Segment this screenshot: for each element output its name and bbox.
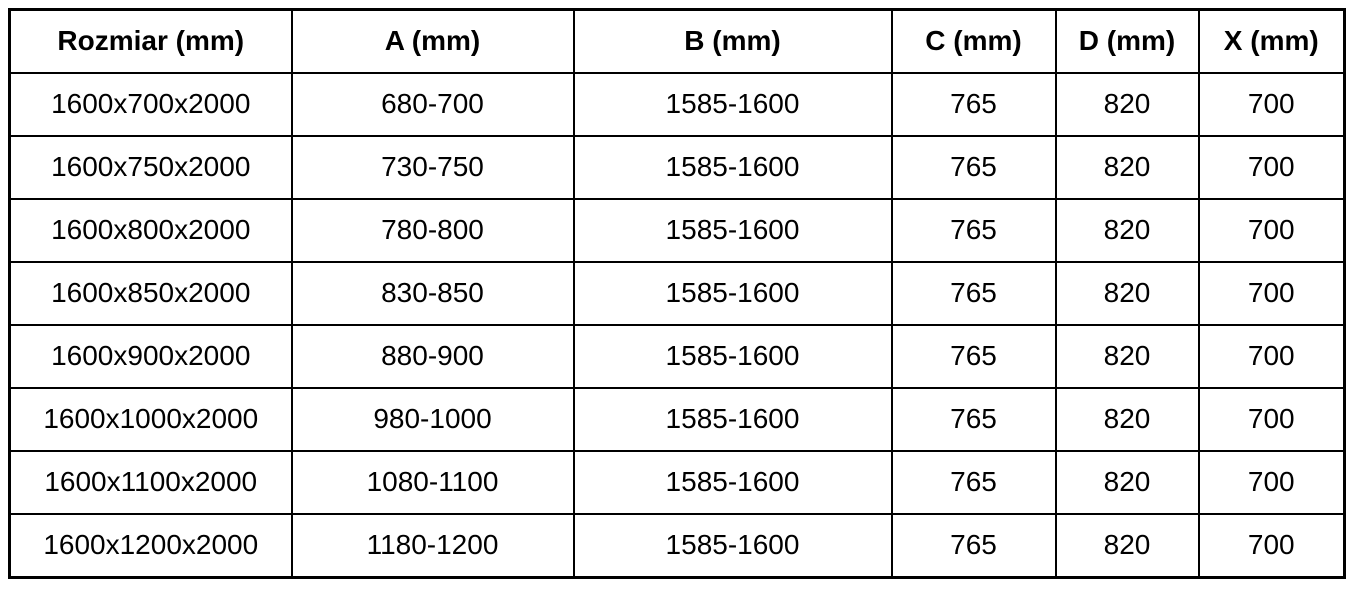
- table-row: [10, 73, 1345, 136]
- table-cell-c: 765: [892, 199, 1056, 262]
- table-cell-x: 700: [1199, 136, 1345, 199]
- table-cell-d: 820: [1056, 388, 1199, 451]
- table-cell-rozmiar: 1600x1100x2000: [10, 451, 292, 514]
- table-cell-x: 700: [1199, 514, 1345, 577]
- table-cell-a: 980-1000: [292, 388, 574, 451]
- table-row: [10, 325, 1345, 388]
- table-cell-rozmiar: 1600x1200x2000: [10, 514, 292, 577]
- column-header-b: B (mm): [574, 10, 892, 73]
- column-header-c: C (mm): [892, 10, 1056, 73]
- table-cell-b: 1585-1600: [574, 73, 892, 136]
- table-cell-c: 765: [892, 73, 1056, 136]
- table-cell-a: 1080-1100: [292, 451, 574, 514]
- table-cell-b: 1585-1600: [574, 325, 892, 388]
- table-cell-a: 730-750: [292, 136, 574, 199]
- table-cell-c: 765: [892, 388, 1056, 451]
- table-cell-a: 880-900: [292, 325, 574, 388]
- table-cell-x: 700: [1199, 388, 1345, 451]
- column-header-rozmiar: Rozmiar (mm): [10, 10, 292, 73]
- table-cell-x: 700: [1199, 73, 1345, 136]
- header-row: [10, 10, 1345, 73]
- table-cell-a: 1180-1200: [292, 514, 574, 577]
- column-header-x: X (mm): [1199, 10, 1345, 73]
- table-cell-x: 700: [1199, 325, 1345, 388]
- table-cell-c: 765: [892, 325, 1056, 388]
- table-row: [10, 514, 1345, 577]
- table-cell-d: 820: [1056, 73, 1199, 136]
- table-cell-b: 1585-1600: [574, 136, 892, 199]
- table-cell-rozmiar: 1600x800x2000: [10, 199, 292, 262]
- column-header-a: A (mm): [292, 10, 574, 73]
- table-row: [10, 262, 1345, 325]
- table-cell-rozmiar: 1600x700x2000: [10, 73, 292, 136]
- table-cell-rozmiar: 1600x1000x2000: [10, 388, 292, 451]
- table-cell-c: 765: [892, 514, 1056, 577]
- table-cell-d: 820: [1056, 136, 1199, 199]
- table-cell-d: 820: [1056, 514, 1199, 577]
- table-cell-a: 780-800: [292, 199, 574, 262]
- table-cell-b: 1585-1600: [574, 199, 892, 262]
- table-cell-rozmiar: 1600x750x2000: [10, 136, 292, 199]
- table-row: [10, 199, 1345, 262]
- table-row: [10, 451, 1345, 514]
- table-cell-x: 700: [1199, 199, 1345, 262]
- table-cell-a: 680-700: [292, 73, 574, 136]
- table-cell-d: 820: [1056, 262, 1199, 325]
- table-row: [10, 388, 1345, 451]
- table-cell-b: 1585-1600: [574, 451, 892, 514]
- table-cell-c: 765: [892, 136, 1056, 199]
- table-row: [10, 136, 1345, 199]
- table-cell-b: 1585-1600: [574, 388, 892, 451]
- table-cell-d: 820: [1056, 325, 1199, 388]
- table-cell-rozmiar: 1600x850x2000: [10, 262, 292, 325]
- table-cell-c: 765: [892, 451, 1056, 514]
- table-cell-x: 700: [1199, 262, 1345, 325]
- table-cell-a: 830-850: [292, 262, 574, 325]
- table-cell-rozmiar: 1600x900x2000: [10, 325, 292, 388]
- column-header-d: D (mm): [1056, 10, 1199, 73]
- table-cell-b: 1585-1600: [574, 262, 892, 325]
- table-cell-d: 820: [1056, 451, 1199, 514]
- table-cell-c: 765: [892, 262, 1056, 325]
- table-cell-b: 1585-1600: [574, 514, 892, 577]
- table-cell-d: 820: [1056, 199, 1199, 262]
- size-spec-table: [8, 8, 1346, 579]
- table-cell-x: 700: [1199, 451, 1345, 514]
